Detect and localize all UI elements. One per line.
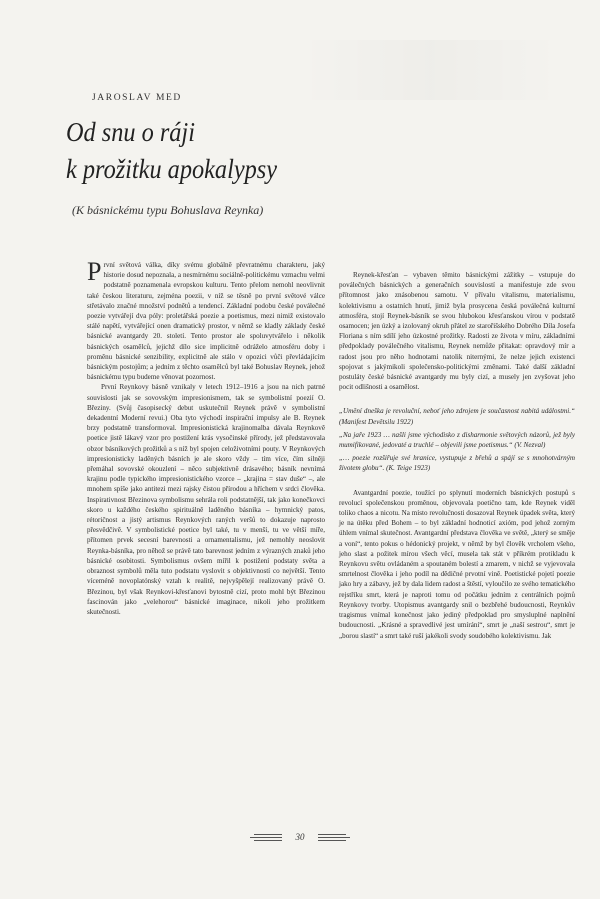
paragraph-1 <box>87 257 325 382</box>
page-footer <box>0 829 600 849</box>
footer-rule-left-1 <box>254 834 282 835</box>
paragraph-3: Reynek-křesťan – vybaven těmito básnickými zážitky – vstupuje do poválečných básnických a generačních souvislostí a manifestuje zde svou přítomnost jako znásobenou samotu. V přívalu vitalismu, materialismu, kolektivismu a ostatních hnutí, jimiž byla prosycena česká poválečná kulturní atmosféra, stojí Reynek-básník se svou hlubokou křesťanskou vírou v podstatě osamocen; jen úzký a izolovaný okruh přátel ze starořišského Dobrého Díla Josefa Floriana s ním sdílí jeho úzkostné prožitky. Radosti ze života v míru, základními předpoklady poválečného vitalismu, Reynek nemůže přitakat: opravdový mír a radost jsou pro něho hodnotami natolik niternými, že nelze jejich existenci spojovat s jakýmikoli společensko-politickými změnami. Také další základní postuláty české básnické avantgardy mu byly cizí, a musely jen zvyšovat jeho pocit odlišnosti a osamělost. <box>339 271 575 392</box>
paragraph-1-text: rvní světová válka, díky svému globálně převratnému charakteru, jaký historie dosud nepoznala, a nesmírnému sociálně-politickému vzmachu velmi podstatně poznamenala evropskou kulturu. Tento přelom nemohl neovlivnit také českou literaturu, zejména poezii, v níž se těsně po první světové válce střetávalo značné množství podnětů a tendencí. Základní podobu české poválečné poezie vytvářejí dva póly: proletářská poezie a poetismus, mezi nimiž existovalo stálé napětí, vytvářející onen dramatický prostor, v němž se kladly základy české básnické avantgardy 20. století. Tento prostor ale spoluvytvářelo i několik básnických osamělců, jejichž dílo sice implicitně odráželo atmosféru doby i proměnu básnické senzibility, explicitně ale stálo v opozici vůči převládajícím básnickým postojům; a jedním z těchto osamělců byl také Bohuslav Reynek, jehož básnickému typu budeme věnovat pozornost. <box>87 261 325 382</box>
title-line-1: Od snu o ráji <box>66 117 195 147</box>
footer-rule-right-3 <box>318 840 346 841</box>
footer-rule-right-2 <box>318 837 350 838</box>
article-subtitle: (K básnickému typu Bohuslava Reynka) <box>72 203 264 217</box>
quote-block <box>339 406 575 473</box>
show-through-shadow <box>300 40 560 100</box>
author-name: JAROSLAV MED <box>92 93 182 103</box>
page-number: 30 <box>295 832 305 842</box>
quote-teige: „… poezie rozšiřuje své hranice, vystupuje z břehů a spájí se s mnohotvárným životem globu“. (K. Teige 1923) <box>339 454 575 473</box>
footer-rule-left-2 <box>250 837 282 838</box>
article-title <box>66 114 300 188</box>
title-line-2: k prožitku apokalypsy <box>66 154 278 184</box>
quote-nezval: „Na jaře 1923 … našli jsme východisko z disharmonie světových názorů, jež byly mumifikované, jedovaté a truchlé – objevili jsme poetismus.“ (V. Nezval) <box>339 430 575 450</box>
paragraph-4: Avantgardní poezie, toužící po splynutí moderních básnických postupů s revolucí společenskou proměnou, objevovala poetično tam, kde Reynek viděl toliko chaos a nicotu. Na místo revolučnosti dosazoval Reynek úpadek světa, který je na útěku před Bohem – to byl základní hodnoticí axióm, pod jehož zorným úhlem vnímal skutečnost. Avantgardní představa člověka ve světě, „který se směje a voní“, tento pokus o hédonický projekt, v němž by byl člověk vrcholem všeho, jeho slast a požitek mírou všech věcí, musela tak stát v příkrém protikladu k Reynkovu světu ovládaném a spoutaném bolestí a zmarem, v nichž se vyjevovala smrtelnost člověka i jeho podíl na dědičné prvotní vině. Poetistické pojetí poezie jako hry a zábavy, jež by dala lidem radost a štěstí, vyloučilo ze svého tematického rejstříku smrt, která je naproti tomu od počátku jedním z centrálních pojmů Reynkovy tvorby. Utopismus avantgardy snil o bezbřehé budoucnosti, Reynkův tragismus vnímal konečnost jako jediný předpoklad pro smysluplné naplnění budoucnosti. „Krásné a spravedlivé jest umírání“, smrt je „naší sestrou“, smrt je „borou slastí“ a smrt také ruší jakékoli svody soudobého kolektivismu. Jak <box>339 488 575 640</box>
left-column <box>87 257 325 617</box>
footer-rule-right-1 <box>318 834 346 835</box>
right-column <box>339 270 575 641</box>
paragraph-2: První Reynkovy básně vznikaly v letech 1912–1916 a jsou na nich patrné souvislosti jak se sovovským impresionismem, tak se symbolistní poezií O. Březiny. (Svůj časopisecký debut uskutečnil Reynek právě v symbolistní dekadentní Moderní revui.) Oba tyto východí inspirační impulsy ale B. Reynek brzy podstatně transformoval. Impresionistická krajinomalba dávala Reynkově poetice jistě lákavý vzor pro postižení krás vysočinské přírody, jež představovala obzor básníkových prožitků a s níž byl spojen celoživotními pouty. V Reynkových impresionisticky laděných básních je ale skoro vždy – tím více, čím silněji přemáhal sovovské okouzlení – něco subjektivně drásavého; básník nevnímá krajinu podle typického impresionistického vzorce – „krajina = stav duše“ –, ale mnohem spíše jako antitezi mezi rajsky čistou přírodou a hříchem v srdci člověka. Inspirativnost Březinova symbolismu sehrála roli podstatnější, tak jako konečkovci skoro u každého českého spirituálně laděného básníka – hymnický patos, rétoričnost a jistý artismus Reynkových raných veršů to dokazuje naprosto přesvědčivě. V symbolistické poetice byl také, tu v menší, tu ve větší míře, přítomen prvek secesní barevnosti a ornamentalismu, jež nemohly neoslovit Reynka-básníka, pro něhož se právě tato barevnost jedním z výrazných znaků jeho básnické osobitosti. Symbolismus ovšem mířil k postižení podstaty světa a obraznost symbolů měla tuto podstatu vyslovit s objektivností co největší. Tento víceméně novoplatónský vztah k realitě, nejvyšpělejí realizovaný právě O. Březinou, byl však Reynkovi-křesťanovi bytostně cizí, proto mohl být Březinou fascinován jako „velehorou“ básnické imaginace, nikoli jeho prožitkem skutečnosti. <box>87 383 325 616</box>
quote-manifest: „Umění dneška je revoluční, neboť jeho zdrojem je současnost nabitá událostmi.“ (Manifest Devětsilu 1922) <box>339 407 575 426</box>
footer-rule-left-3 <box>254 840 282 841</box>
drop-cap: P <box>87 257 102 286</box>
